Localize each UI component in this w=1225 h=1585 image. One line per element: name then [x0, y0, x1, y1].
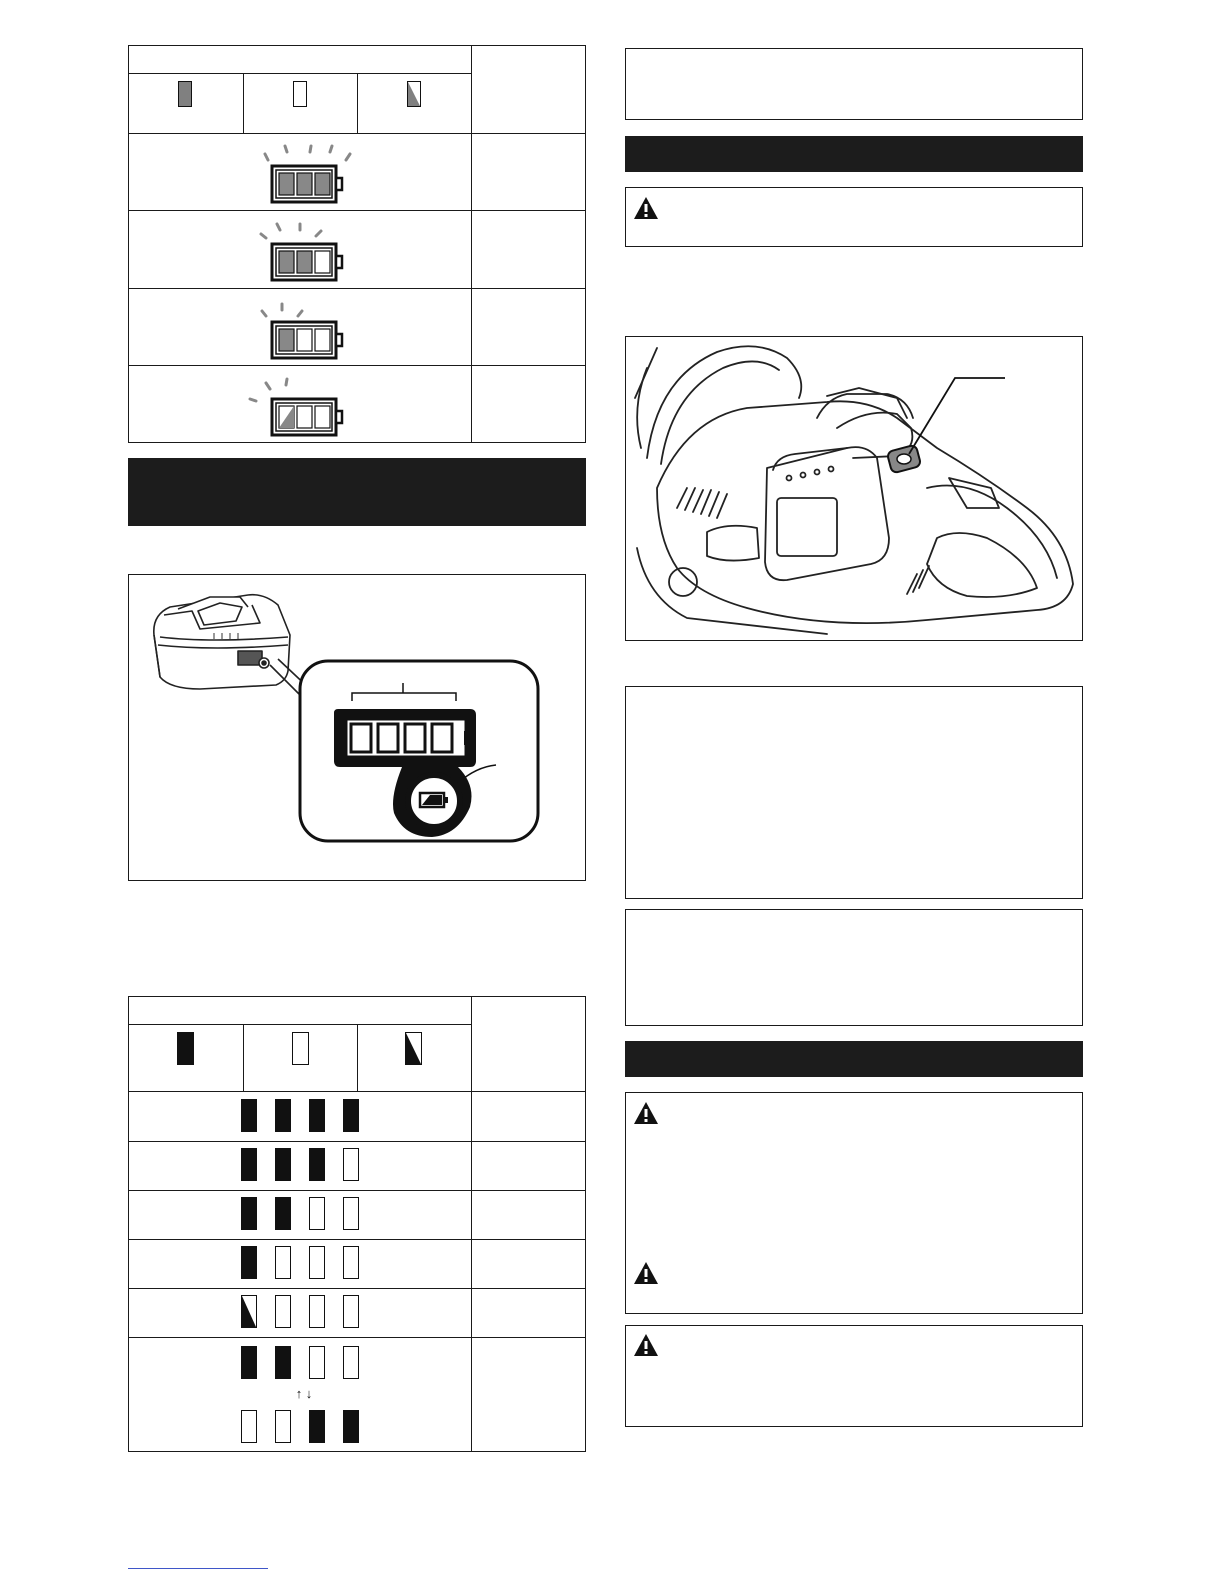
lamp-blinking-icon: [407, 81, 421, 107]
warning-triangle-icon: [633, 1101, 659, 1125]
lamp-off-icon: [309, 1346, 325, 1379]
lamp-on-icon: [241, 1346, 257, 1379]
section-heading-band: [128, 458, 586, 526]
caution-box-2: [625, 1325, 1083, 1427]
battery-low-blink-icon: [248, 373, 358, 441]
lamp-on-icon: [275, 1197, 291, 1230]
warning-box-1: [625, 1092, 1083, 1314]
lamp-lit-icon: [177, 1032, 194, 1065]
lamp-off-icon: [343, 1148, 359, 1181]
alternating-arrows: ↑ ↓: [295, 1386, 313, 1401]
lamp-on-icon: [275, 1099, 291, 1132]
lamp-on-icon: [275, 1148, 291, 1181]
section-heading-band: [625, 1041, 1083, 1077]
battery-one-third-blink-icon: [258, 296, 358, 364]
lamp-on-icon: [309, 1148, 325, 1181]
lamp-off-icon: [241, 1410, 257, 1443]
lamp-off-icon: [309, 1197, 325, 1230]
footer-link-underline[interactable]: [128, 1568, 268, 1569]
lamp-on-icon: [309, 1099, 325, 1132]
caution-box-1: [625, 187, 1083, 247]
lamp-off-icon: [275, 1295, 291, 1328]
lamp-off-icon: [343, 1346, 359, 1379]
battery-pack-illustration: [140, 585, 580, 870]
lamp-off-icon: [309, 1246, 325, 1279]
battery-two-thirds-blink-icon: [258, 218, 358, 286]
warning-triangle-icon: [633, 1333, 659, 1357]
warning-triangle-icon: [633, 196, 659, 220]
lamp-off-icon: [343, 1197, 359, 1230]
lamp-off-icon: [343, 1246, 359, 1279]
lamp-off-icon: [343, 1295, 359, 1328]
lamp-on-icon: [241, 1197, 257, 1230]
lamp-off-icon: [309, 1295, 325, 1328]
lamp-blinking-icon: [405, 1032, 422, 1065]
lamp-half-icon: [241, 1295, 257, 1328]
lamp-off-icon: [275, 1246, 291, 1279]
lamp-on-icon: [241, 1246, 257, 1279]
note-box-3: [625, 909, 1083, 1026]
lamp-on-icon: [343, 1410, 359, 1443]
note-box-2: [625, 686, 1083, 899]
lamp-off-icon: [293, 81, 307, 107]
battery-full-blink-icon: [258, 140, 358, 208]
note-box-1: [625, 48, 1083, 120]
lamp-on-icon: [309, 1410, 325, 1443]
lamp-lit-icon: [178, 81, 192, 107]
lamp-off-icon: [292, 1032, 309, 1065]
lamp-off-icon: [275, 1410, 291, 1443]
lamp-on-icon: [343, 1099, 359, 1132]
lamp-on-icon: [275, 1346, 291, 1379]
lamp-on-icon: [241, 1099, 257, 1132]
warning-triangle-icon: [633, 1261, 659, 1285]
section-heading-band: [625, 136, 1083, 172]
chainsaw-illustration: [627, 338, 1081, 639]
lamp-on-icon: [241, 1148, 257, 1181]
